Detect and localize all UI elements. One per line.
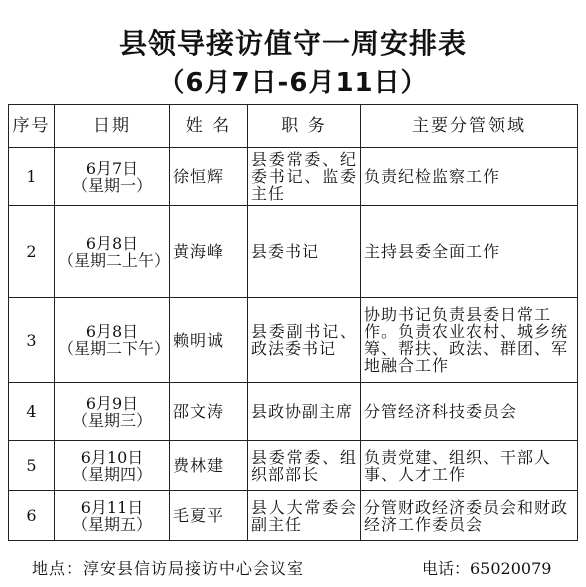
header-name: 姓 名	[170, 105, 248, 148]
schedule-table	[8, 104, 578, 541]
row-name: 徐恒辉	[170, 148, 248, 206]
row-area: 负责党建、组织、干部人事、人才工作	[361, 441, 578, 491]
row-date	[55, 441, 170, 491]
weekday-line: （星期二上午）	[58, 250, 171, 270]
table-row	[9, 298, 578, 383]
header-position: 职 务	[248, 105, 361, 148]
row-name: 赖明诚	[170, 298, 248, 383]
date-line: 6月7日	[85, 158, 139, 178]
row-position: 县人大常委会副主任	[248, 491, 361, 541]
page-subtitle: （6月7日-6月11日）	[158, 68, 428, 98]
row-area: 分管财政经济委员会和财政经济工作委员会	[361, 491, 578, 541]
row-index: 5	[9, 441, 55, 491]
weekday-line: （星期一）	[71, 175, 152, 195]
date-line: 6月10日	[80, 447, 144, 467]
row-position: 县委书记	[248, 206, 361, 298]
row-position: 县委副书记、政法委书记	[248, 298, 361, 383]
row-area: 主持县委全面工作	[361, 206, 578, 298]
footer-location: 地点：淳安县信访局接访中心会议室	[32, 559, 305, 578]
weekday-line: （星期三）	[71, 410, 152, 430]
row-name: 邵文涛	[170, 383, 248, 441]
row-name: 费林建	[170, 441, 248, 491]
row-index: 3	[9, 298, 55, 383]
row-index: 1	[9, 148, 55, 206]
row-position: 县委常委、组织部部长	[248, 441, 361, 491]
header-index: 序号	[9, 105, 55, 148]
row-date	[55, 491, 170, 541]
header-area: 主要分管领域	[361, 105, 578, 148]
date-line: 6月8日	[85, 322, 139, 341]
table-row	[9, 148, 578, 206]
row-position: 县委常委、纪委书记、监委主任	[248, 148, 361, 206]
header-date: 日期	[55, 105, 170, 148]
weekday-line: （星期四）	[71, 464, 152, 484]
row-index: 4	[9, 383, 55, 441]
row-area: 负责纪检监察工作	[361, 148, 578, 206]
weekday-line: （星期二下午）	[58, 339, 171, 358]
row-date	[55, 383, 170, 441]
table-row	[9, 206, 578, 298]
table-row	[9, 383, 578, 441]
footer-phone: 电话：65020079	[422, 559, 552, 578]
date-line: 6月11日	[80, 497, 144, 517]
row-index: 6	[9, 491, 55, 541]
table-header-row	[9, 105, 578, 148]
page-title: 县领导接访值守一周安排表	[118, 27, 467, 60]
row-name: 黄海峰	[170, 206, 248, 298]
table-row	[9, 441, 578, 491]
row-name: 毛夏平	[170, 491, 248, 541]
table-row	[9, 491, 578, 541]
date-line: 6月9日	[85, 393, 139, 413]
row-position: 县政协副主席	[248, 383, 361, 441]
date-line: 6月8日	[85, 233, 139, 253]
row-area: 分管经济科技委员会	[361, 383, 578, 441]
row-date	[55, 206, 170, 298]
row-date	[55, 298, 170, 383]
row-index: 2	[9, 206, 55, 298]
weekday-line: （星期五）	[71, 514, 152, 534]
row-date	[55, 148, 170, 206]
row-area: 协助书记负责县委日常工作。负责农业农村、城乡统筹、帮扶、政法、群团、军地融合工作	[361, 298, 578, 383]
